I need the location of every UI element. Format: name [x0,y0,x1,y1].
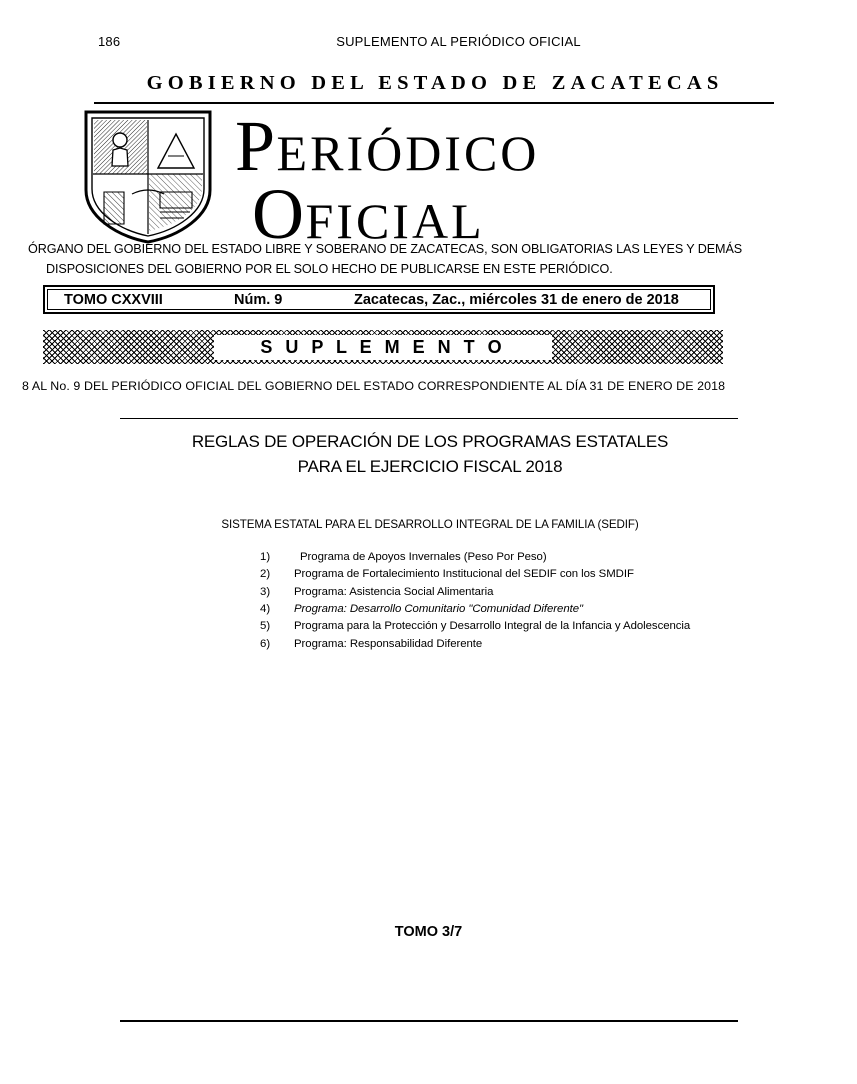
bottom-divider [120,1020,738,1022]
list-item-number: 3) [260,585,271,598]
list-item [260,636,800,653]
masthead-title-periodico [235,106,540,186]
list-item [260,618,800,635]
correspondence-line: 8 AL No. 9 DEL PERIÓDICO OFICIAL DEL GOBIERNO DEL ESTADO CORRESPONDIENTE AL DÍA 31 DE ENERO DE 2018 [22,379,726,393]
issue-numero: Núm. 9 [234,291,283,308]
running-head [98,34,759,49]
list-item [260,549,800,566]
list-item [260,566,800,583]
list-item-number: 2) [260,568,271,581]
issue-bar [43,285,715,314]
oficial-rest: FICIAL [305,193,485,249]
list-item-number: 4) [260,602,271,615]
list-item-label: Programa para la Protección y Desarrollo Integral de la Infancia y Adolescencia [294,620,691,633]
page-title-line-1: REGLAS DE OPERACIÓN DE LOS PROGRAMAS ESTATALES [191,432,669,451]
running-head-title: SUPLEMENTO AL PERIÓDICO OFICIAL [336,34,581,49]
list-item-number: 1) [260,551,271,563]
list-item-label: Programa de Apoyos Invernales (Peso Por Peso) [300,551,547,563]
periodico-rest: ERIÓDICO [276,125,540,181]
organo-line-1: ÓRGANO DEL GOBIERNO DEL ESTADO LIBRE Y SOBERANO DE ZACATECAS, SON OBLIGATORIAS LAS LEYES Y DEMÁS [28,242,743,256]
list-item-label: Programa: Responsabilidad Diferente [294,637,483,650]
issue-fecha: Zacatecas, Zac., miércoles 31 de enero de 2018 [354,291,679,308]
list-item-number: 5) [260,620,271,633]
page-title [90,430,770,479]
section-heading: SISTEMA ESTATAL PARA EL DESARROLLO INTEGRAL DE LA FAMILIA (SEDIF) [221,518,639,531]
supplement-band [43,330,723,364]
list-item [260,584,800,601]
volume-footer: TOMO 3/7 [394,924,463,940]
supplement-label: S U P L E M E N T O [214,335,551,360]
list-item-label: Programa de Fortalecimiento Institucional del SEDIF con los SMDIF [294,568,634,581]
list-item-label: Programa: Asistencia Social Alimentaria [294,585,494,598]
organo-statement [28,240,828,279]
page-title-line-2: PARA EL EJERCICIO FISCAL 2018 [297,456,563,476]
top-divider [120,418,738,419]
issue-tomo: TOMO CXXVIII [64,291,163,308]
organo-line-2: DISPOSICIONES DEL GOBIERNO POR EL SOLO HECHO DE PUBLICARSE EN ESTE PERIÓDICO. [46,261,613,276]
page-folio: 186 [98,34,121,49]
oficial-initial: O [252,174,306,254]
government-line: GOBIERNO DEL ESTADO DE ZACATECAS [146,72,724,94]
program-list [260,549,800,653]
list-item [260,601,800,618]
list-item-label: Programa: Desarrollo Comunitario "Comunidad Diferente" [294,602,584,615]
zacatecas-coat-of-arms-icon [80,104,216,246]
periodico-initial: P [235,106,277,186]
list-item-number: 6) [260,637,271,650]
